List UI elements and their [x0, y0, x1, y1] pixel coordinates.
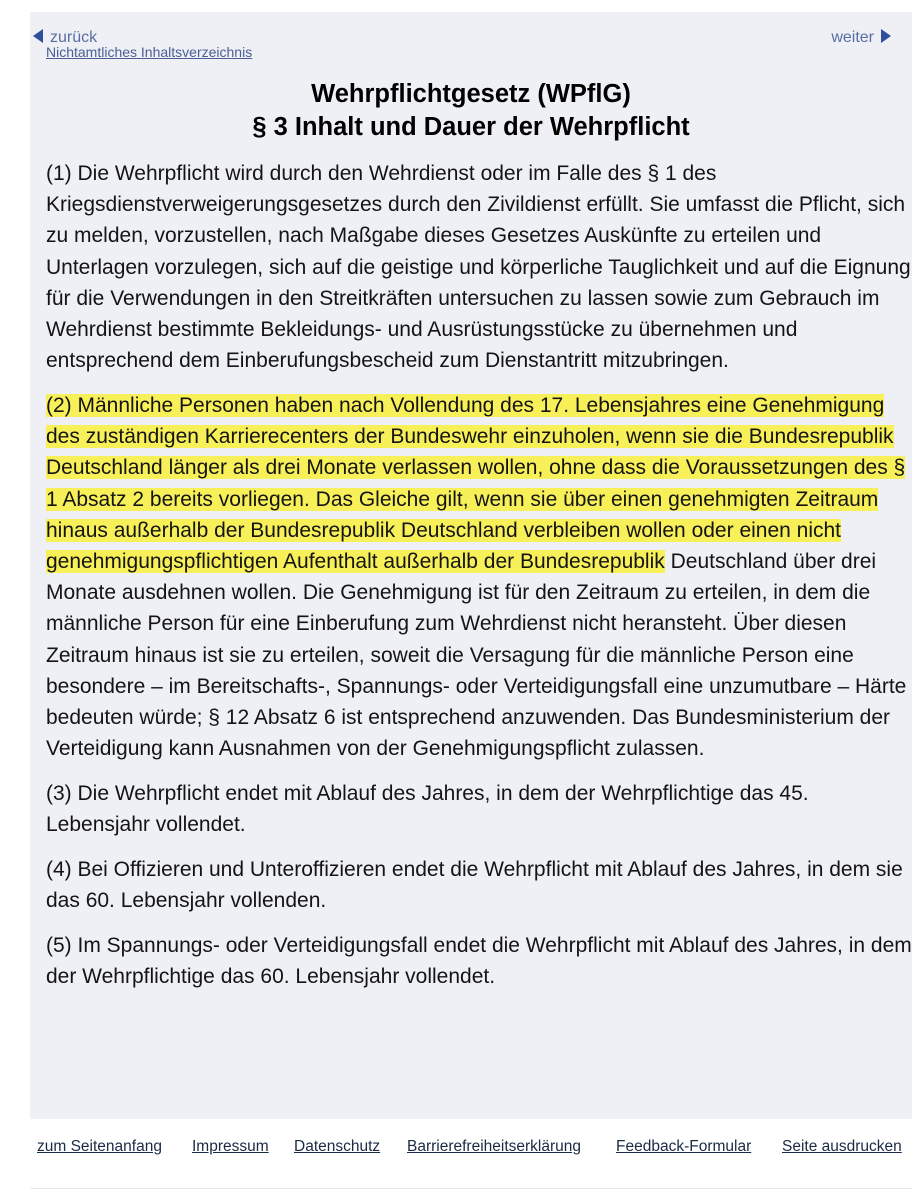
- content-panel: [30, 12, 912, 1119]
- footer-links: [0, 1138, 920, 1162]
- law-text: [46, 158, 912, 1006]
- paragraph-2-continuation: Deutschland über drei Monate ausdehnen wollen. Die Genehmigung ist für den Zeitraum zu erteilen, in dem die männliche Person für eine Einberufung zum Wehrdienst nicht heransteht. Über diesen Zeitraum hinaus ist sie zu erteilen, soweit die Versagung für die männliche Person eine besondere – im Bereitschafts-, Spannungs- oder Verteidigungsfall eine unzumutbare – Härte bedeuten würde; § 12 Absatz 6 ist entsprechend anzuwenden. Das Bundesministerium der Verteidigung kann Ausnahmen von der Genehmigungspflicht zulassen.: [46, 549, 907, 761]
- paragraph-2: [46, 390, 912, 764]
- next-link-label: weiter: [831, 29, 874, 46]
- paragraph-4: (4) Bei Offizieren und Unteroffizieren endet die Wehrpflicht mit Ablauf des Jahres, in dem sie das 60. Lebensjahr vollenden.: [46, 857, 903, 912]
- page-title: [30, 78, 912, 144]
- footer-link-top[interactable]: zum Seitenanfang: [37, 1138, 162, 1155]
- back-link-label: zurück: [50, 29, 98, 46]
- section-title: § 3 Inhalt und Dauer der Wehrpflicht: [252, 113, 690, 141]
- next-link[interactable]: [831, 29, 891, 47]
- paragraph-5: (5) Im Spannungs- oder Verteidigungsfall endet die Wehrpflicht mit Ablauf des Jahres, in dem der Wehrpflichtige das 60. Lebensjahr vollendet.: [46, 933, 912, 988]
- paragraph-3: (3) Die Wehrpflicht endet mit Ablauf des Jahres, in dem der Wehrpflichtige das 45. Lebensjahr vollendet.: [46, 781, 809, 837]
- table-of-contents-link[interactable]: Nichtamtliches Inhaltsverzeichnis: [46, 44, 253, 60]
- footer-link-accessibility[interactable]: Barrierefreiheitserklärung: [407, 1138, 582, 1155]
- footer-link-privacy[interactable]: Datenschutz: [294, 1138, 381, 1155]
- bottom-divider: [30, 1188, 912, 1189]
- footer-link-imprint[interactable]: Impressum: [192, 1138, 269, 1155]
- highlighted-passage: (2) Männliche Personen haben nach Vollendung des 17. Lebensjahres eine Genehmigung des zuständigen Karrierecenters der Bundeswehr einzuholen, wenn sie die Bundesrepublik Deutschland länger als drei Monate verlassen wollen, ohne dass die Voraussetzungen des § 1 Absatz 2 bereits vorliegen. Das Gleiche gilt, wenn sie über einen genehmigten Zeitraum hinaus außerhalb der Bundesrepublik Deutschland verbleiben wollen oder einen nicht genehmigungspflichtigen Aufenthalt außerhalb der Bundesrepublik: [46, 393, 906, 573]
- paragraph-1: (1) Die Wehrpflicht wird durch den Wehrdienst oder im Falle des § 1 des Kriegsdienstverweigerungsgesetzes durch den Zivildienst erfüllt. Sie umfasst die Pflicht, sich zu melden, vorzustellen, nach Maßgabe dieses Gesetzes Auskünfte zu erteilen und Unterlagen vorzulegen, sich auf die geistige und körperliche Tauglichkeit und auf die Eignung für die Verwendungen in den Streitkräften untersuchen zu lassen sowie zum Gebrauch im Wehrdienst bestimmte Bekleidungs- und Ausrüstungsstücke zu übernehmen und entsprechend dem Einberufungsbescheid zum Dienstantritt mitzubringen.: [46, 162, 911, 373]
- footer-link-print[interactable]: Seite ausdrucken: [782, 1138, 902, 1155]
- law-title: Wehrpflichtgesetz (WPflG): [311, 80, 631, 108]
- footer-link-feedback[interactable]: Feedback-Formular: [616, 1138, 752, 1155]
- arrow-right-icon: [881, 29, 891, 43]
- arrow-left-icon: [33, 29, 43, 43]
